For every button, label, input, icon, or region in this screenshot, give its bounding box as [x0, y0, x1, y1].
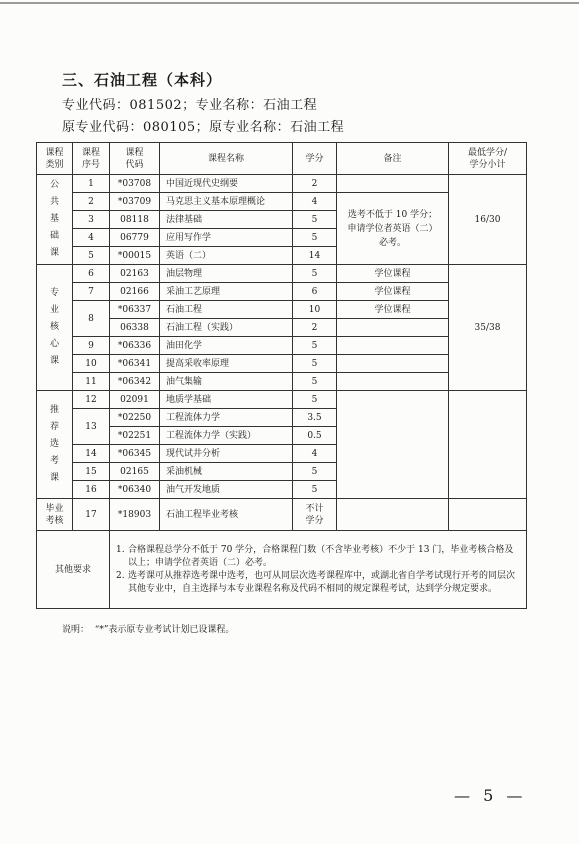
cell-code: *02250: [110, 409, 160, 427]
cell-credit: 5: [293, 211, 337, 229]
cell-credit: 2: [293, 319, 337, 337]
cell-seq: 17: [73, 499, 110, 531]
min-credit-core: 35/38: [449, 265, 527, 391]
header-category: 课程 类别: [37, 143, 73, 175]
cell-seq: 16: [73, 481, 110, 499]
cell-credit: 5: [293, 481, 337, 499]
cell-remark: 学位课程: [337, 301, 449, 319]
cell-code: 08118: [110, 211, 160, 229]
cell-name: 法律基础: [160, 211, 293, 229]
cell-code: 02163: [110, 265, 160, 283]
table-row: [37, 391, 527, 409]
graduation-min-credit-empty: [449, 499, 527, 531]
major-code-line: 专业代码：081502；专业名称：石油工程: [62, 98, 318, 113]
cell-seq: 8: [73, 301, 110, 337]
min-credit-public-basic: 16/30: [449, 175, 527, 265]
requirement-text: 合格课程总学分不低于 70 学分，合格课程门数（不含毕业考核）不少于 13 门，毕业考核合格及以上；申请学位者英语（二）必考。: [128, 544, 514, 568]
graduation-row: [37, 499, 527, 531]
cell-seq: 7: [73, 283, 110, 301]
cell-seq: 12: [73, 391, 110, 409]
cell-seq: 11: [73, 373, 110, 391]
cell-remark-empty: [337, 175, 449, 193]
cell-credit: 4: [293, 445, 337, 463]
cell-remark: [337, 319, 449, 337]
cell-name: 石油工程（实践）: [160, 319, 293, 337]
page-number: — 5 —: [454, 786, 527, 805]
cell-seq: 6: [73, 265, 110, 283]
cell-seq: 5: [73, 247, 110, 265]
cell-name: 采油工艺原理: [160, 283, 293, 301]
cell-code: *06345: [110, 445, 160, 463]
cell-seq: 13: [73, 409, 110, 445]
cell-credit: 0.5: [293, 427, 337, 445]
cell-code: *00015: [110, 247, 160, 265]
cell-credit: 3.5: [293, 409, 337, 427]
top-border-line: [0, 2, 579, 4]
min-credit-elective-empty: [449, 391, 527, 499]
remark-elective-empty: [337, 391, 449, 499]
requirement-number: 2.: [116, 570, 125, 581]
cell-credit: 2: [293, 175, 337, 193]
requirement-number: 1.: [116, 544, 125, 555]
cell-code: *06342: [110, 373, 160, 391]
cell-code: *06337: [110, 301, 160, 319]
cell-remark: [337, 373, 449, 391]
cell-credit: 5: [293, 355, 337, 373]
header-name: 课程名称: [160, 143, 293, 175]
cell-seq: 15: [73, 463, 110, 481]
requirement-item-1: [116, 544, 520, 570]
cell-name: 地质学基础: [160, 391, 293, 409]
cell-name: 油气集输: [160, 373, 293, 391]
cell-code: *06341: [110, 355, 160, 373]
cell-name: 石油工程毕业考核: [160, 499, 293, 531]
cell-seq: 9: [73, 337, 110, 355]
cell-credit: 5: [293, 373, 337, 391]
cell-credit: 5: [293, 265, 337, 283]
category-public-basic: 公 共 基 础 课: [37, 175, 73, 265]
course-plan-table: [36, 142, 527, 609]
cell-remark: 学位课程: [337, 283, 449, 301]
cell-name: 石油工程: [160, 301, 293, 319]
other-requirements-content: [110, 531, 527, 609]
requirement-item-2: [116, 570, 520, 596]
cell-code: 06779: [110, 229, 160, 247]
cell-credit: 5: [293, 391, 337, 409]
cell-seq: 1: [73, 175, 110, 193]
section-heading: 三、石油工程（本科）: [62, 71, 223, 89]
cell-code: *02251: [110, 427, 160, 445]
cell-name: 油田化学: [160, 337, 293, 355]
cell-seq: 4: [73, 229, 110, 247]
cell-name: 中国近现代史纲要: [160, 175, 293, 193]
cell-credit: 5: [293, 463, 337, 481]
cell-name: 采油机械: [160, 463, 293, 481]
cell-name: 应用写作学: [160, 229, 293, 247]
cell-code: 02165: [110, 463, 160, 481]
cell-credit: 14: [293, 247, 337, 265]
cell-seq: 2: [73, 193, 110, 211]
old-major-code-line: 原专业代码：080105；原专业名称：石油工程: [62, 120, 345, 135]
table-row: [37, 175, 527, 193]
cell-code: 06338: [110, 319, 160, 337]
table-header-row: [37, 143, 527, 175]
other-requirements-row: [37, 531, 527, 609]
graduation-remark-empty: [337, 499, 449, 531]
cell-code: *03709: [110, 193, 160, 211]
other-requirements-label: 其他要求: [37, 531, 110, 609]
category-elective: 推 荐 选 考 课: [37, 391, 73, 499]
header-code: 课程 代码: [110, 143, 160, 175]
table-row: [37, 265, 527, 283]
cell-credit: 5: [293, 229, 337, 247]
cell-code: 02091: [110, 391, 160, 409]
cell-remark: 学位课程: [337, 265, 449, 283]
remark-public-basic: 选考不低于 10 学分； 申请学位者英语（二） 必考。: [337, 193, 449, 265]
cell-credit: 6: [293, 283, 337, 301]
cell-credit: 4: [293, 193, 337, 211]
requirement-text: 选考课可从推荐选考课中选考，也可从同层次选考课程库中，或湖北省自学考试现行开考的同层次其他专业中，自主选择与本专业课程名称及代码不相同的规定课程考试，达到学分规定要求。: [128, 570, 516, 594]
cell-seq: 3: [73, 211, 110, 229]
header-remark: 备注: [337, 143, 449, 175]
cell-credit: 10: [293, 301, 337, 319]
cell-credit: 不计 学分: [293, 499, 337, 531]
cell-code: 02166: [110, 283, 160, 301]
cell-name: 现代试井分析: [160, 445, 293, 463]
cell-name: 工程流体力学: [160, 409, 293, 427]
cell-code: *06340: [110, 481, 160, 499]
cell-name: 马克思主义基本原理概论: [160, 193, 293, 211]
header-seq: 课程 序号: [73, 143, 110, 175]
cell-credit: 5: [293, 337, 337, 355]
cell-code: *03708: [110, 175, 160, 193]
cell-code: *06336: [110, 337, 160, 355]
cell-name: 油气开发地质: [160, 481, 293, 499]
category-graduation: 毕业 考核: [37, 499, 73, 531]
cell-name: 工程流体力学（实践）: [160, 427, 293, 445]
header-credit: 学分: [293, 143, 337, 175]
cell-remark: [337, 355, 449, 373]
cell-seq: 14: [73, 445, 110, 463]
category-core: 专 业 核 心 课: [37, 265, 73, 391]
cell-name: 提高采收率原理: [160, 355, 293, 373]
header-min-credit: 最低学分/ 学分小计: [449, 143, 527, 175]
cell-remark: [337, 337, 449, 355]
footnote: 说明： “*”表示原专业考试计划已设课程。: [62, 625, 235, 635]
cell-code: *18903: [110, 499, 160, 531]
cell-name: 油层物理: [160, 265, 293, 283]
cell-name: 英语（二）: [160, 247, 293, 265]
cell-seq: 10: [73, 355, 110, 373]
